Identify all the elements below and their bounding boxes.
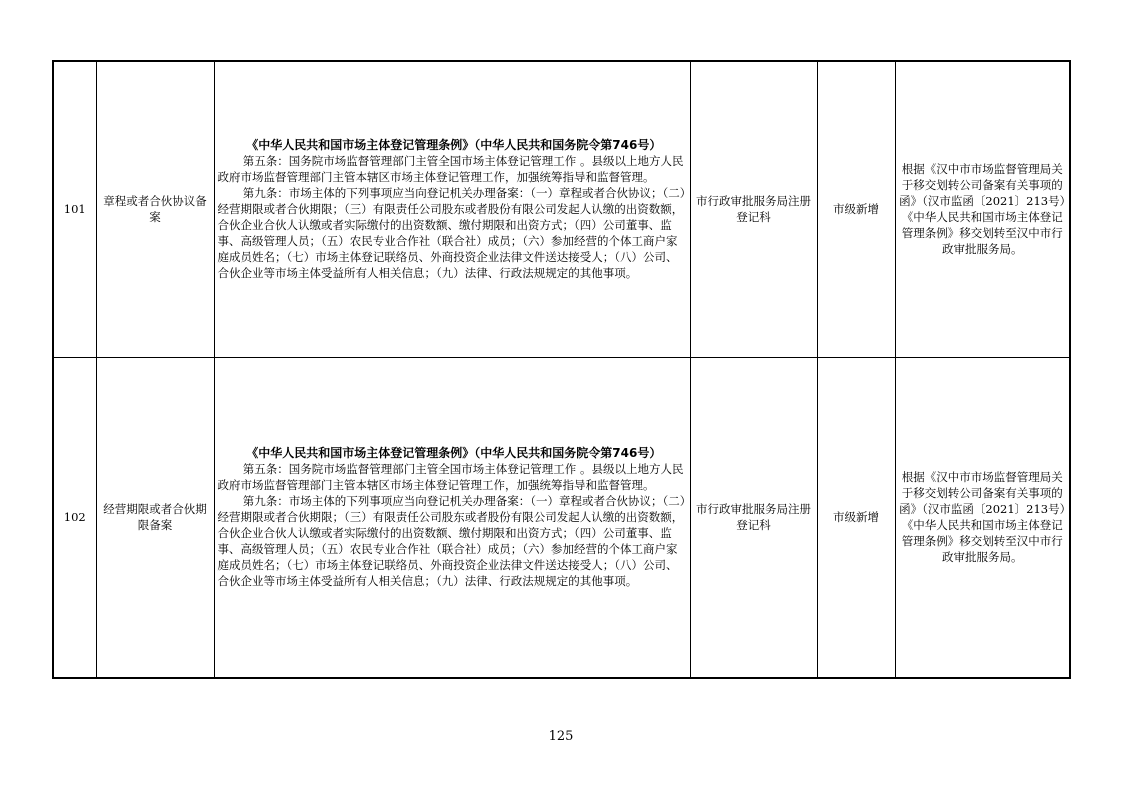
table-row (53, 61, 1070, 357)
table-row (53, 357, 1070, 678)
law-title: 《中华人民共和国市场主体登记管理条例》（中华人民共和国务院令第746号） (246, 138, 662, 153)
page-number: 125 (548, 729, 574, 744)
article-paragraph: 第五条：国务院市场监督管理部门主管全国市场主体登记管理工作 。县级以上地方人民政府市场监督管理部门主管本辖区市场主体登记管理工作，加强统筹指导和监督管理。 (217, 154, 684, 185)
item-name: 章程或者合伙协议备案 (96, 61, 214, 357)
remarks: 根据《汉中市市场监督管理局关于移交划转公司备案有关事项的函》（汉市监函〔2021〕213号）《中华人民共和国市场主体登记管理条例》移交划转至汉中市行政审批服务局。 (895, 357, 1070, 678)
item-name: 经营期限或者合伙期限备案 (96, 357, 214, 678)
legal-basis (214, 357, 690, 678)
article-paragraph: 第五条：国务院市场监督管理部门主管全国市场主体登记管理工作 。县级以上地方人民政府市场监督管理部门主管本辖区市场主体登记管理工作，加强统筹指导和监督管理。 (217, 462, 684, 493)
item-level: 市级新增 (817, 357, 895, 678)
article-paragraph: 第九条：市场主体的下列事项应当向登记机关办理备案：（一）章程或者合伙协议；（二）经营期限或者合伙期限；（三）有限责任公司股东或者股份有限公司发起人认缴的出资数额，合伙企业合伙人认缴或者实际缴付的出资数额、缴付期限和出资方式；（四）公司董事、监事、高级管理人员；（五）农民专业合作社（联合社）成员；（六）参加经营的个体工商户家庭成员姓名；（七）市场主体登记联络员、外商投资企业法律文件送达接受人；（八）公司、合伙企业等市场主体受益所有人相关信息；（九）法律、行政法规规定的其他事项。 (217, 186, 686, 281)
item-number: 101 (53, 61, 96, 357)
responsible-department: 市行政审批服务局注册登记科 (690, 357, 817, 678)
legal-basis (214, 61, 690, 357)
item-level: 市级新增 (817, 61, 895, 357)
item-number: 102 (53, 357, 96, 678)
responsible-department: 市行政审批服务局注册登记科 (690, 61, 817, 357)
remarks: 根据《汉中市市场监督管理局关于移交划转公司备案有关事项的函》（汉市监函〔2021〕213号）《中华人民共和国市场主体登记管理条例》移交划转至汉中市行政审批服务局。 (895, 61, 1070, 357)
law-title: 《中华人民共和国市场主体登记管理条例》（中华人民共和国务院令第746号） (246, 446, 662, 461)
items-table (52, 60, 1071, 679)
article-paragraph: 第九条：市场主体的下列事项应当向登记机关办理备案：（一）章程或者合伙协议；（二）经营期限或者合伙期限；（三）有限责任公司股东或者股份有限公司发起人认缴的出资数额，合伙企业合伙人认缴或者实际缴付的出资数额、缴付期限和出资方式；（四）公司董事、监事、高级管理人员；（五）农民专业合作社（联合社）成员；（六）参加经营的个体工商户家庭成员姓名；（七）市场主体登记联络员、外商投资企业法律文件送达接受人；（八）公司、合伙企业等市场主体受益所有人相关信息；（九）法律、行政法规规定的其他事项。 (217, 494, 686, 589)
